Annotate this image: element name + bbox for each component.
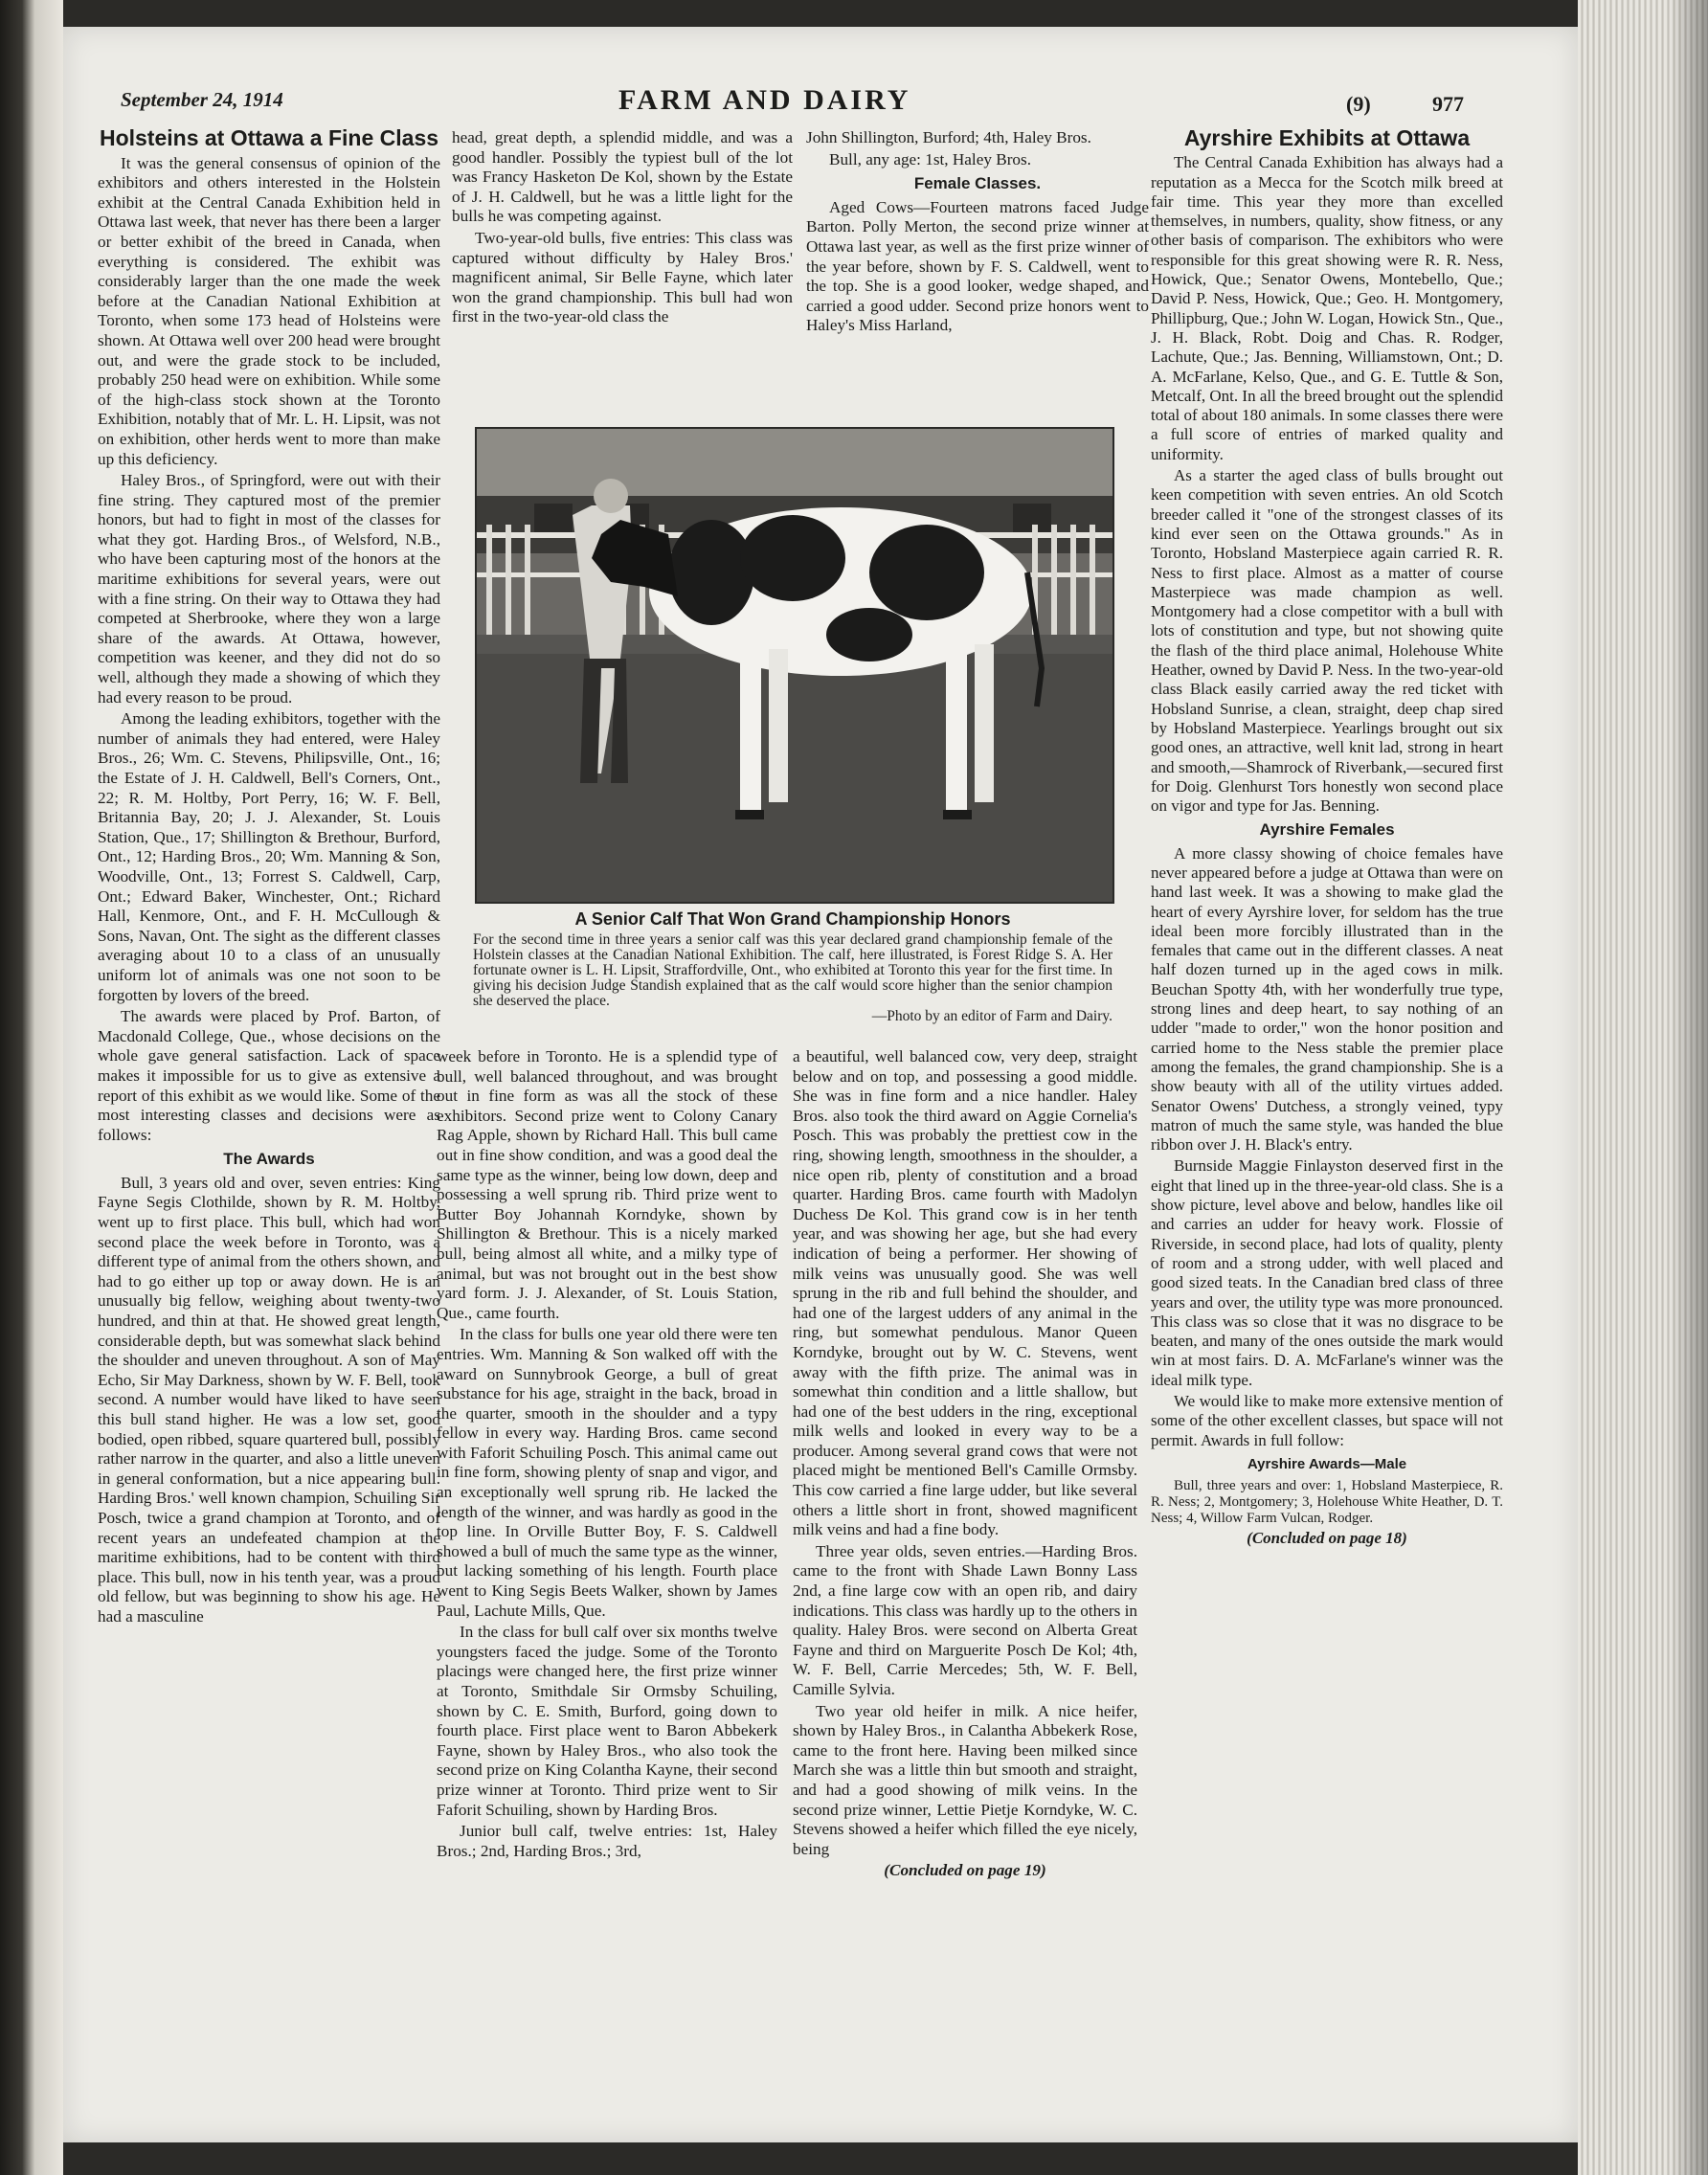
- header-date: September 24, 1914: [121, 88, 283, 111]
- holstein-paragraph: In the class for bulls one year old there were ten entries. Wm. Manning & Son walked off with the award on Sunnybrook George, a bull of great substance for his age, straight in the back, broad in the quarter, smooth in the shoulder and a typy fellow in every way. Harding Bros. came second with Faforit Schuiling Posch. This animal came out in fine form, showing plenty of snap and vigor, and an exceptionally well sprung rib. He lacked the length of the winner, and was hardly as good in the top line. In Orville Butter Boy, F. S. Caldwell showed a bull of much the same type as the winner, but lacking something of his length. Fourth place went to King Segis Beets Walker, shown by James Paul, Lachute Mills, Que.: [437, 1325, 777, 1620]
- holstein-paragraph: Two year old heifer in milk. A nice heifer, shown by Haley Bros., in Calantha Abbekerk Rose, came to the front here. Having been milked since March she was a little thin but smooth and straight, and had a good showing of milk veins. In the second prize winner, Lettie Pietje Korndyke, W. C. Stevens showed a heifer which filled the eye nicely, being: [793, 1701, 1137, 1858]
- continued-reference: (Concluded on page 19): [884, 1861, 1046, 1880]
- holstein-headline: Holsteins at Ottawa a Fine Class: [99, 125, 439, 150]
- ayrshire-awards-subheading: Ayrshire Awards—Male: [1247, 1455, 1407, 1472]
- ayrshire-paragraph: As a starter the aged class of bulls brought out keen competition with seven entries. An old Scotch breeder called it "one of the strongest classes of its kind ever seen on the Ottawa grounds." As in Toronto, Hobsland Masterpiece again carried R. R. Ness to first place. Almost as a matter of course Masterpiece was made champion as well. Montgomery had a close competitor with a bull with lots of constitution and type, but not showing quite the flash of the third place animal, Holehouse White Heather, owned by David P. Ness. In the two-year-old class Black easily carried away the red ticket with Hobsland Sunrise, a clean, straight, deep chap sired by Hobsland Masterpiece. Yearlings brought out six good ones, an attractive, well knit lad, strong in heart and smooth,—Shamrock of Riverbank,—secured first for Doig. Glenhurst Tors honestly won second place on vigor and type for Jas. Benning.: [1151, 466, 1503, 816]
- holstein-paragraph: Bull, any age: 1st, Haley Bros.: [829, 149, 1031, 168]
- column-2-lower: [437, 1047, 777, 1863]
- holstein-paragraph: John Shillington, Burford; 4th, Haley Bros.: [806, 128, 1091, 146]
- ayrshire-paragraph: Burnside Maggie Finlayston deserved first in the eight that lined up in the three-year-old class. She is a show picture, level above and below, handles like oil and carries an udder for heavy work. Flossie of Riverside, in second place, had lots of quality, plenty of room and a strong udder, with well placed and good sized teats. In the Canadian bred class of three years and over, the utility type was more pronounced. This class was so close that it was no disgrace to be beaten, and many of the ones outside the mark would win at most fairs. D. A. McFarlane's winner was the ideal milk type.: [1151, 1156, 1503, 1389]
- ayrshire-females-subheading: Ayrshire Females: [1259, 820, 1395, 840]
- female-classes-subheading: Female Classes.: [913, 174, 1042, 193]
- holstein-paragraph: Haley Bros., of Springford, were out with their fine string. They captured most of the premier honors, but had to fight in most of the classes for what they got. Harding Bros., of Welsford, N.B., who have been capturing most of the honors at the maritime exhibitions for several years, were out with a fine string. On their way to Ottawa they had competed at Sherbrooke, where they won a large share of the awards. At Ottawa, however, competition was keener, and they did not do so well, although they made a showing of which they had every reason to be proud.: [98, 471, 440, 706]
- caption-text: For the second time in three years a senior calf was this year declared grand championship female of the Holstein classes at the Canadian National Exhibition. The calf, here illustrated, is Forest Ridge S. A. Her fortunate owner is L. H. Lipsit, Straffordville, Ont., who exhibited at Toronto this year for the first time. In giving his decision Judge Standish explained that as the calf would score higher than the senior champion she deserved the place.: [473, 931, 1112, 1009]
- section-page: (9): [1346, 92, 1371, 116]
- column-2-top: [452, 128, 793, 329]
- holstein-calf-image: [477, 429, 1112, 902]
- photo-credit: —Photo by an editor of Farm and Dairy.: [871, 1008, 1112, 1024]
- holstein-paragraph: a beautiful, well balanced cow, very deep, straight below and on top, and possessing a good middle. She was in fine form and a nice handler. Haley Bros. also took the third award on Aggie Cornelia's Posch. This was probably the prettiest cow in the ring, showing length, smoothness in the shoulder, a nice open rib, plenty of constitution and a broad quarter. Harding Bros. came fourth with Madolyn Duchess De Kol. This grand cow is in her tenth year, and was showing her age, but she had every indication of being a performer. Her showing of milk veins was unusually good. She was well sprung in the rib and full behind the shoulder, and had one of the largest udders of any animal in the ring, but somewhat pendulous. Manor Queen Korndyke, brought out by W. C. Stevens, went away with the fifth prize. The animal was in somewhat thin condition and a little shallow, but had one of the best udders in the ring, exceptional milk wells and looked in every way to be a producer. Among several grand cows that were not placed might be mentioned Bell's Camille Ormsby. This cow carried a fine large udder, but like several others a little short in front, showed magnificent milk veins and had a fine body.: [793, 1047, 1137, 1539]
- column-1: [98, 125, 440, 1629]
- holstein-paragraph: Junior bull calf, twelve entries: 1st, Haley Bros.; 2nd, Harding Bros.; 3rd,: [437, 1822, 777, 1860]
- binding-edge-right: [1578, 0, 1708, 2175]
- column-3-lower: [793, 1047, 1137, 1883]
- holstein-paragraph: week before in Toronto. He is a splendid type of bull, well balanced throughout, and was brought out in fine form as was all the stock of these exhibitors. Second prize went to Colony Canary Rag Apple, shown by Richard Hall. This bull came out in fine show condition, and was a good deal the same type as the winner, being low down, deep and possessing a well sprung rib. Third prize went to Butter Boy Johannah Korndyke, shown by Shillington & Brethour. This is a nicely marked bull, being almost all white, and a milky type of animal, but was not brought out in the best show yard form. J. J. Alexander, of St. Louis Station, Que., came fourth.: [437, 1047, 777, 1322]
- cow-photograph: [475, 427, 1114, 904]
- photo-caption: [473, 911, 1112, 1024]
- ayrshire-awards-list: Bull, three years and over: 1, Hobsland Masterpiece, R. R. Ness; 2, Montgomery; 3, Holehouse White Heather, D. T. Ness; 4, Willow Farm Vulcan, Rodger.: [1151, 1478, 1503, 1527]
- ayrshire-headline: Ayrshire Exhibits at Ottawa: [1183, 125, 1471, 150]
- ayrshire-paragraph: We would like to make more extensive mention of some of the other excellent classes, but space will not permit. Awards in full follow:: [1151, 1392, 1503, 1449]
- newspaper-page: [63, 27, 1578, 2142]
- holstein-paragraph: The awards were placed by Prof. Barton, of Macdonald College, Que., whose decisions on the whole gave general satisfaction. Lack of space makes it impossible for us to give as extensive a report of this exhibit as we would like. Some of the most interesting classes and decisions were as follows:: [98, 1007, 440, 1144]
- holstein-paragraph: head, great depth, a splendid middle, and was a good handler. Possibly the typiest bull of the lot was Francy Hasketon De Kol, shown by the Estate of J. H. Caldwell, but he was a little light for the bulls he was competing against.: [452, 128, 793, 226]
- masthead-title: FARM AND DAIRY: [618, 84, 911, 116]
- column-4: [1151, 125, 1503, 1550]
- column-3-top: [806, 128, 1149, 338]
- continued-reference: (Concluded on page 18): [1247, 1529, 1407, 1548]
- holstein-paragraph: Bull, 3 years old and over, seven entries: King Fayne Segis Clothilde, shown by R. M. Holtby, went up to first place. This bull, which had won second place the week before in Toronto, was a different type of animal from the others shown, and had to go either up top or away down. He is an unusually big fellow, weighing about twenty-two hundred, and thin at that. He showed great length, considerable depth, but was somewhat slack behind the shoulder and uneven throughout. A son of May Echo, Sir May Darkness, shown by W. F. Bell, took second. A number would have liked to have seen this bull stand higher. He was a low set, good bodied, open ribbed, square quartered bull, possibly rather narrow in the quarter, and also a little uneven in general conformation, but a nice appearing bull. Harding Bros.' well known champion, Schuiling Sir Posch, twice a grand champion at Toronto, and of recent years an undefeated champion at the maritime exhibitions, had to be content with third place. This bull, now in his tenth year, was a proud old fellow, but was beginning to show his age. He had a masculine: [98, 1173, 440, 1626]
- holstein-paragraph: Two-year-old bulls, five entries: This class was captured without difficulty by Haley Bros.' magnificent animal, Sir Belle Fayne, which later won the grand championship. This bull had won first in the two-year-old class the: [452, 228, 793, 326]
- holstein-paragraph: It was the general consensus of opinion of the exhibitors and others interested in the Holstein exhibit at the Central Canada Exhibition held in Ottawa last week, that never has there been a larger or better exhibit of the breed in Canada, when everything is considered. The exhibit was considerably larger than the one made the week before at the Canadian National Exhibition at Toronto, when some 173 head of Holsteins were shown. At Ottawa well over 200 head were brought out, and were the grade stock to be included, probably 250 head were on exhibition. While some of the high-class stock shown at the Toronto Exhibition, notably that of Mr. L. H. Lipsit, was not on exhibition, other herds went to more than make up this deficiency.: [98, 153, 440, 468]
- awards-subheading: The Awards: [223, 1150, 315, 1169]
- holstein-paragraph: Three year olds, seven entries.—Harding Bros. came to the front with Shade Lawn Bonny Lass 2nd, a fine large cow with an open rib, and dairy indications. This class was hardly up to the others in quality. Haley Bros. were second on Alberta Great Fayne and third on Marguerite Posch De Kol; 4th, W. F. Bell, Carrie Mercedes; 5th, W. F. Bell, Camille Sylvia.: [793, 1541, 1137, 1698]
- ayrshire-paragraph: The Central Canada Exhibition has always had a reputation as a Mecca for the Scotch milk breed at fair time. This year they more than excelled themselves, in numbers, quality, show fitness, or any other basis of comparison. The exhibitors who were responsible for this great showing were R. R. Ness, Howick, Que.; Senator Owens, Montebello, Que.; David P. Ness, Howick, Que.; Geo. H. Montgomery, Phillipburg, Que.; John W. Logan, Howick Stn., Que., J. H. Black, Robt. Doig and Chas. R. Rodger, Lachute, Que.; Jas. Benning, Williamstown, Ont.; D. A. McFarlane, Kelso, Que., and G. E. Tuttle & Son, Metcalf, Ont. In all the breed brought out the splendid total of about 180 animals. In some classes there were a full score of entries of marked quality and uniformity.: [1151, 153, 1503, 463]
- ayrshire-paragraph: A more classy showing of choice females have never appeared before a judge at Ottawa than were on hand last week. It was a showing to make glad the heart of every Ayrshire lover, for seldom has the true ideal been more forcibly illustrated than in the females that came out in the different classes. A neat half dozen turned up in the aged cows in milk. Beuchan Spotty 4th, with her wonderfully true type, strong lines and deep heart, to say nothing of an udder "made to order," won the honor position and carried home to the Ness stable the premier place among the females, the grand championship. She is a show beauty with all of the utility virtues added. Senator Owens' Dutchess, a strongly veined, typy matron of much the same style, was handed the blue ribbon over J. H. Black's entry.: [1151, 843, 1503, 1155]
- holstein-paragraph: Among the leading exhibitors, together with the number of animals they had entered, were Haley Bros., 26; Wm. C. Stevens, Philipsville, Ont., 16; the Estate of J. H. Caldwell, Bell's Corners, Ont., 22; R. M. Holtby, Port Perry, 16; W. F. Bell, Britannia Bay, 20; J. J. Alexander, St. Louis Station, Que., 17; Shillington & Brethour, Burford, Ont., 12; Harding Bros., 20; Wm. Manning & Son, Woodville, Ont., 13; Forrest S. Caldwell, Carp, Ont.; Edward Baker, Winchester, Ont.; Richard Hall, Kenmore, Ont., and F. H. McCullough & Sons, Navan, Ont. The sight as the different classes averaging about 10 to a class of an unusually uniform lot of animals was one not soon to be forgotten by lovers of the breed.: [98, 709, 440, 1004]
- holstein-paragraph: Aged Cows—Fourteen matrons faced Judge Barton. Polly Merton, the second prize winner at Ottawa last year, as well as the first prize winner of the year before, shown by F. S. Caldwell, went to the top. She is a good looker, wedge shaped, and carried a good udder. Second prize honors went to Haley's Miss Harland,: [806, 197, 1149, 335]
- caption-title: A Senior Calf That Won Grand Championship Honors: [574, 909, 1011, 929]
- binding-edge-left: [0, 0, 63, 2175]
- holstein-paragraph: In the class for bull calf over six months twelve youngsters faced the judge. Some of the Toronto placings were changed here, the first prize winner at Toronto, Smithdale Sir Ormsby Schuiling, shown by C. E. Smith, Burford, going down to fourth place. First place went to Baron Abbekerk Fayne, shown by Haley Bros., who also took the second prize on King Colantha Kayne, their second prize winner at Toronto. Third prize went to Sir Faforit Schuiling, shown by Harding Bros.: [437, 1623, 777, 1819]
- page-number: 977: [1432, 92, 1464, 116]
